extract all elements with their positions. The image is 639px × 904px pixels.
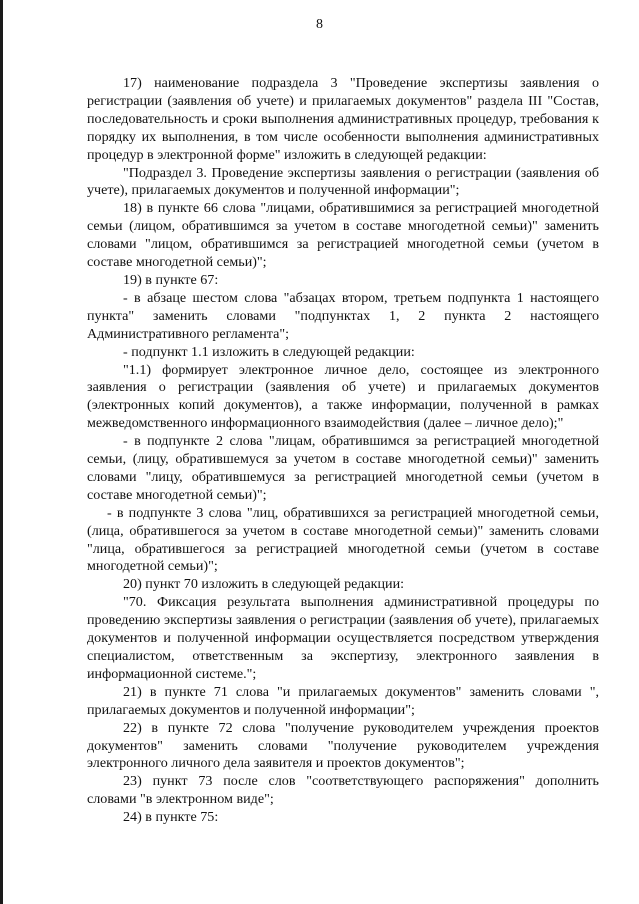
page-number: 8 — [316, 17, 323, 32]
paragraph-19-item-1: - в абзаце шестом слова "абзацах втором, третьем подпункта 1 настоящего пункта" заменить словами "подпунктах 1, 2 пункта 2 настоящего Административного регламента"; — [87, 289, 599, 342]
paragraph-24: 24) в пункте 75: — [123, 809, 219, 826]
document-body — [87, 75, 599, 827]
paragraph-21: 21) в пункте 71 слова "и прилагаемых документов" заменить словами ", прилагаемых документов и полученной информации"; — [87, 683, 599, 718]
paragraph-20: 20) пункт 70 изложить в следующей редакции: — [123, 576, 405, 593]
paragraph-22: 22) в пункте 72 слова "получение руководителем учреждения проектов документов" заменить словами "получение руководителем учреждения электронного личного дела заявителя и проектов документов"; — [87, 719, 599, 772]
paragraph-quote-1-1: "1.1) формирует электронное личное дело, состоящее из электронного заявления о регистрации (заявления об учете) и прилагаемых документов (электронных копий документов), а также информации, полученной в рамках межведомственного информационного взаимодействия (далее – личное дело);" — [87, 361, 599, 432]
paragraph-17: 17) наименование подраздела 3 "Проведение экспертизы заявления о регистрации (заявления об учете) и прилагаемых документов" раздела III "Состав, последовательность и сроки выполнения административных процедур, требования к порядку их выполнения, в том числе особенности выполнения административных процедур в электронной форме" изложить в следующей редакции: — [87, 75, 599, 163]
paragraph-19-item-3: - в подпункте 2 слова "лицам, обратившимся за регистрацией многодетной семьи, (лицу, обратившемуся за учетом в составе многодетной семьи)" заменить словами "лицу, обратившемуся за регистрацией многодетной семьи (учетом в составе многодетной семьи)"; — [87, 433, 599, 503]
paragraph-18: 18) в пункте 66 слова "лицами, обратившимися за регистрацией многодетной семьи (лицом, обратившимся за учетом в составе многодетной семьи)" заменить словами "лицом, обратившимся за регистрацией многодетной семьи (учетом в составе многодетной семьи)"; — [87, 200, 599, 271]
paragraph-19: 19) в пункте 67: — [123, 271, 219, 288]
paragraph-19-item-4: - в подпункте 3 слова "лиц, обратившихся за регистрацией многодетной семьи, (лица, обратившегося за учетом в составе многодетной семьи)" заменить словами "лица, обратившегося за регистрацией многодетной семьи (учетом в составе многодетной семьи)"; — [87, 504, 599, 575]
paragraph-19-item-2: - подпункт 1.1 изложить в следующей редакции: — [123, 343, 415, 360]
paragraph-quote-subsection-3: "Подраздел 3. Проведение экспертизы заявления о регистрации (заявления об учете), прилагаемых документов и полученной информации"; — [87, 164, 599, 199]
paragraph-23: 23) пункт 73 после слов "соответствующего распоряжения" дополнить словами "в электронном виде"; — [87, 773, 599, 808]
scan-left-edge — [0, 0, 3, 904]
paragraph-quote-70: "70. Фиксация результата выполнения административной процедуры по проведению экспертизы заявления о регистрации (заявления об учете), прилагаемых документов и полученной информации осуществляется посредством утверждения специалистом, ответственным за экспертизу, электронного заявления в информационной системе."; — [87, 594, 599, 682]
